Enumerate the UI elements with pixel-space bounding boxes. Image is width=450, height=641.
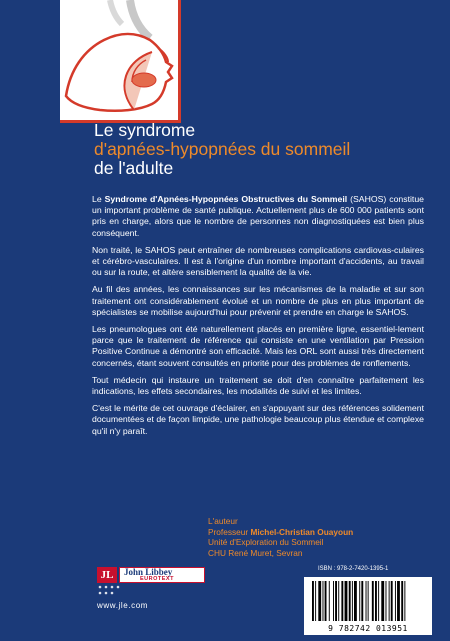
publisher-name: John Libbey (124, 567, 173, 577)
head-profile-icon (60, 0, 178, 120)
title-line-1: Le syndrome (94, 120, 196, 140)
author-prefix: Professeur (208, 526, 251, 537)
paragraph-4: Les pneumologues ont été naturellement placés en première ligne, essentiel-lement parce que le traitement de référence qui consiste en une ventilation par Pression Positive Continue a démontré son efficacité. Mais les ORL sont aussi très directement concernés, étant souvent consultés en priorité pour des problèmes de ronflements. (92, 324, 424, 368)
isbn-label: ISBN : 978-2-7420-1395-1 (318, 566, 389, 572)
book-title (94, 121, 434, 178)
blurb-text (92, 194, 424, 443)
p1-rest: (SAHOS) constitue un important problème de santé publique. Actuellement plus de 600 000 patients sont pris en charge, alors que le nombre de personnes non diagnostiquées est bien plus conséquent. (92, 194, 425, 238)
barcode (304, 577, 432, 635)
publisher-website[interactable]: www.jle.com (97, 601, 149, 610)
paragraph-6: C'est le mérite de cet ouvrage d'éclairer, en s'appuyant sur des références solidement documentées et de façon limpide, une pathologie beaucoup plus étendue et complexe qu'il n'y paraît. (92, 403, 424, 436)
decorative-dots (96, 584, 136, 596)
p1-prefix: Le (92, 194, 105, 204)
author-label: L'auteur (208, 516, 238, 526)
author-hospital: CHU René Muret, Sevran (208, 547, 303, 558)
title-line-3: de l'adulte (94, 158, 174, 178)
publisher-logo-mark: JL (97, 567, 117, 583)
publisher-logo-box (119, 567, 205, 583)
author-fullname: Michel-Christian Ouayoun (250, 526, 354, 537)
p1-bold-term: Syndrome d'Apnées-Hypopnées Obstructives du Sommeil (104, 194, 348, 204)
author-unit: Unité d'Exploration du Sommeil (208, 537, 324, 548)
barcode-bars (304, 577, 432, 623)
title-line-2: d'apnées-hypopnées du sommeil (94, 139, 351, 159)
paragraph-5: Tout médecin qui instaure un traitement se doit d'en connaître parfaitement les indications, les effets secondaires, les modalités de suivi et les limites. (92, 374, 424, 397)
publisher-logo (97, 567, 205, 583)
paragraph-2: Non traité, le SAHOS peut entraîner de nombreuses complications cardiovas-culaires et cérébro-vasculaires. Il est à l'origine d'un nombre important d'accidents, au travail ou sur la route, et altère sensiblement la qualité de la vie. (92, 244, 424, 278)
author-block (208, 516, 438, 558)
publisher-subname: EUROTEXT (140, 576, 174, 582)
sleep-apnea-illustration (60, 0, 181, 123)
barcode-digits: 9 782742 013951 (328, 624, 408, 633)
author-name (208, 527, 438, 538)
paragraph-1 (92, 194, 424, 239)
paragraph-3: Au fil des années, les connaissances sur les mécanismes de la maladie et sur son traitement ont considérablement évolué et un nombre de plus en plus important de spécialistes se mobilise aujourd'hui pour prévenir et prendre en charge le SAHOS. (92, 284, 424, 317)
